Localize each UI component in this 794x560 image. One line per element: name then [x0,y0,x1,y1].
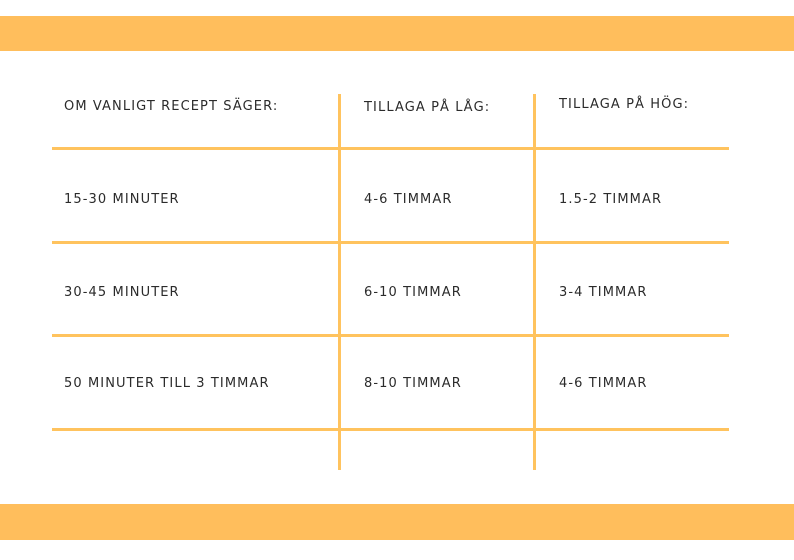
grid-line-vertical [533,94,536,470]
grid-line-horizontal [52,334,729,337]
table-cell-recipe: 50 MINUTER TILL 3 TIMMAR [64,376,270,391]
grid-line-horizontal [52,147,729,150]
table-cell-recipe: 15-30 MINUTER [64,192,180,207]
grid-line-vertical [338,94,341,470]
table-cell-recipe: 30-45 MINUTER [64,285,180,300]
table-cell-high: 1.5-2 TIMMAR [559,192,663,207]
header-cook-high: TILLAGA PÅ HÖG: [559,97,690,112]
top-accent-band [0,16,794,51]
table-cell-low: 6-10 TIMMAR [364,285,462,300]
header-cook-low: TILLAGA PÅ LÅG: [364,100,491,115]
table-cell-high: 3-4 TIMMAR [559,285,648,300]
grid-line-horizontal [52,428,729,431]
table-cell-high: 4-6 TIMMAR [559,376,648,391]
bottom-accent-band [0,504,794,540]
header-recipe-time: OM VANLIGT RECEPT SÄGER: [64,99,279,114]
grid-line-horizontal [52,241,729,244]
table-cell-low: 4-6 TIMMAR [364,192,453,207]
table-cell-low: 8-10 TIMMAR [364,376,462,391]
